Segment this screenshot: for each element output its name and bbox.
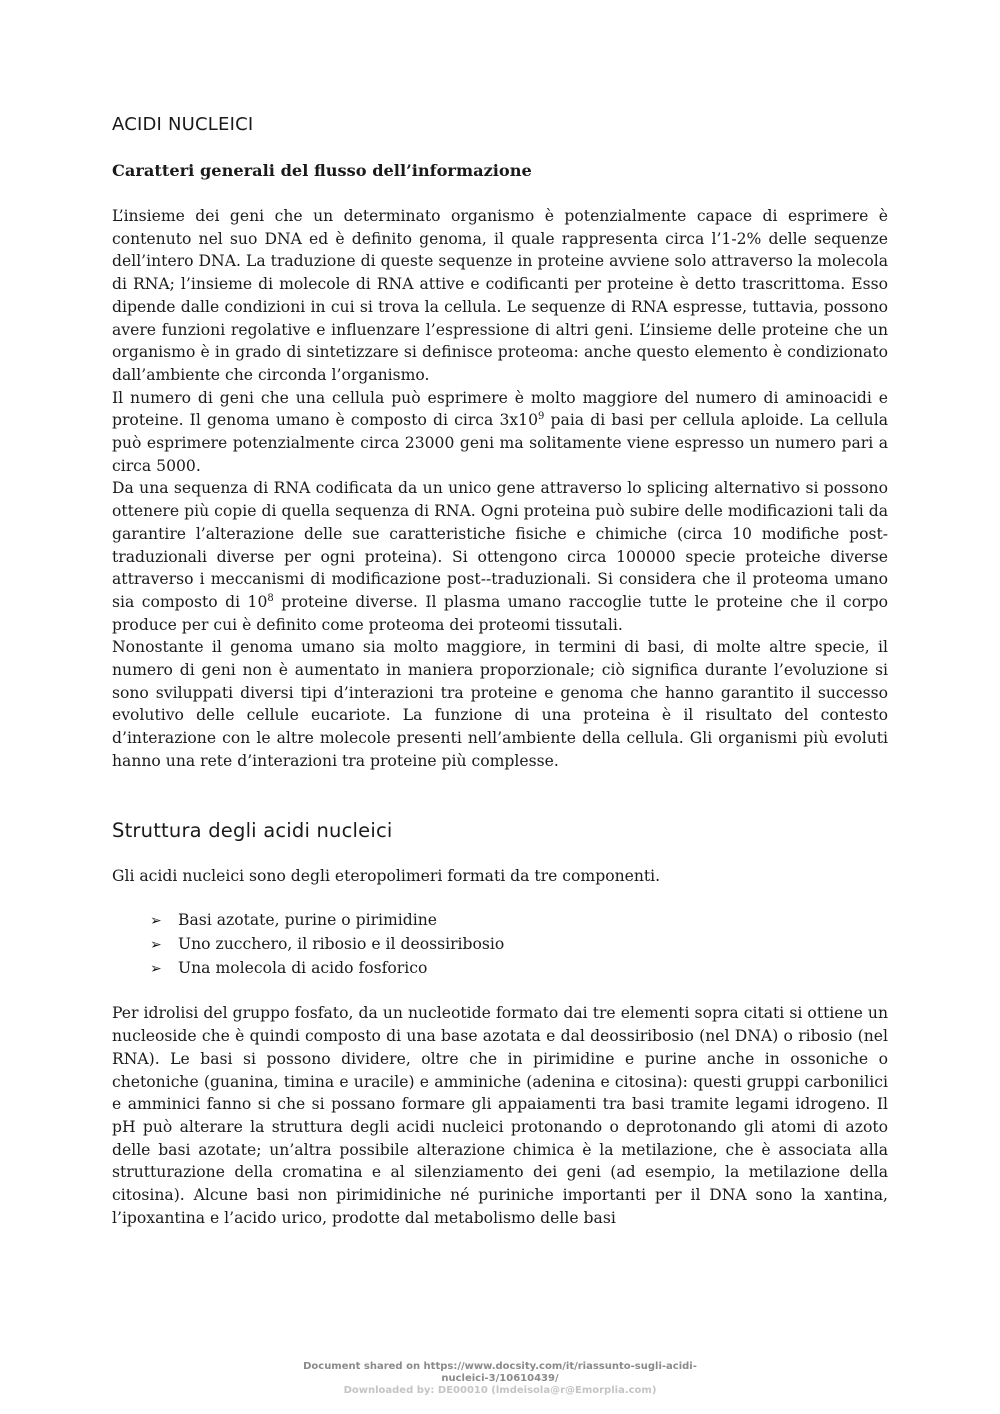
list-item: ➢ Una molecola di acido fosforico — [150, 957, 888, 981]
arrowhead-bullet-icon: ➢ — [150, 936, 162, 953]
section-heading-structure: Struttura degli acidi nucleici — [112, 818, 393, 842]
paragraph-evolution: Nonostante il genoma umano sia molto maggiore, in termini di basi, di molte altre specie, il numero di geni non è aumentato in maniera proporzionale; ciò significa durante l’evoluzione si sono sviluppati diversi tipi d’interazioni tra proteine e genoma che hanno garantito il successo evolutivo delle cellule eucariote. La funzione di una proteina è il risultato del contesto d’interazione con le altre molecole presenti nell’ambiente della cellula. Gli organismi più evoluti hanno una rete d’interazioni tra proteine più complesse. — [112, 638, 888, 770]
exponent: 8 — [267, 592, 274, 604]
paragraph-gene-count: Il numero di geni che una cellula può esprimere è molto maggiore del numero di aminoacidi e proteine. Il genoma umano è composto di circa $3x10^9$ paia di basi per cellula aploide. La cellula può esprimere potenzialmente circa 23000 geni ma solitamente viene espresso un numero pari a circa 5000. — [112, 388, 888, 475]
section-subheading: Caratteri generali del flusso dell’informazione — [112, 161, 532, 180]
docsity-footer — [0, 1361, 1000, 1397]
document-page — [112, 112, 888, 1229]
footer-share-line: Document shared on https://www.docsity.com/it/riassunto-sugli-acidi- — [303, 1361, 697, 1372]
paragraph-genome: L’insieme dei geni che un determinato organismo è potenzialmente capace di esprimere è contenuto nel suo DNA ed è definito genoma, il quale rappresenta circa l’1-2% delle sequenze dell’intero DNA. La traduzione di queste sequenze in proteine avviene solo attraverso la molecola di RNA; l’insieme di molecole di RNA attive e codificanti per proteine è detto trascrittoma. Esso dipende dalle condizioni in cui si trova la cellula. Le sequenze di RNA espresse, tuttavia, possono avere funzioni regolative e influenzare l’espressione di altri geni. L’insieme delle proteine che un organismo è in grado di sintetizzare si definisce proteoma: anche questo elemento è condizionato dall’ambiente che circonda l’organismo. — [112, 207, 888, 384]
document-title: ACIDI NUCLEICI — [112, 114, 254, 135]
list-item: ➢ Uno zucchero, il ribosio e il deossiribosio — [150, 933, 888, 957]
intro-text-block — [112, 205, 888, 773]
list-item: ➢ Basi azotate, purine o pirimidine — [150, 909, 888, 933]
footer-download-line: Downloaded by: DE00010 (lmdeisola@r@Emorplia.com) — [343, 1385, 657, 1396]
arrowhead-bullet-icon: ➢ — [150, 913, 162, 930]
footer-link-line: nucleici-3/10610439/ — [441, 1373, 559, 1384]
components-list — [112, 909, 888, 980]
paragraph-structure-intro: Gli acidi nucleici sono degli eteropolimeri formati da tre componenti. — [112, 866, 661, 885]
paragraph-splicing: Da una sequenza di RNA codificata da un unico gene attraverso lo splicing alternativo si possono ottenere più copie di quella sequenza di RNA. Ogni proteina può subire delle modificazioni tali da garantire l’alterazione delle sue caratteristiche fisiche e chimiche (circa 10 modifiche post-traduzionali diverse per ogni proteina). Si ottengono circa 100000 specie proteiche diverse attraverso i meccanismi di modificazione post--traduzionali. Si considera che il proteoma umano sia composto di $10^8$ proteine diverse. Il plasma umano raccoglie tutte le proteine che il corpo produce per cui è definito come proteoma dei proteomi tissutali. — [112, 479, 888, 634]
arrowhead-bullet-icon: ➢ — [150, 960, 162, 977]
paragraph-nucleosides: Per idrolisi del gruppo fosfato, da un nucleotide formato dai tre elementi sopra citati si ottiene un nucleoside che è quindi composto di una base azotata e dal deossiribosio (nel DNA) o ribosio (nel RNA). Le basi si possono dividere, oltre che in pirimidine e purine anche in ossoniche o chetoniche (guanina, timina e uracile) e amminiche (adenina e citosina): questi gruppi carbonilici e amminici fanno si che si possano formare gli appaiamenti tra basi tramite legami idrogeno. Il pH può alterare la struttura degli acidi nucleici protonando o deprotonando gli atomi di azoto delle basi azotate; un’altra possibile alterazione chimica è la metilazione, che è associata alla strutturazione della cromatina e al silenziamento dei geni (ad esempio, la metilazione della citosina). Alcune basi non pirimidiniche né puriniche importanti per il DNA sono la xantina, l’ipoxantina e l’acido urico, prodotte dal metabolismo delle basi — [112, 1004, 888, 1227]
exponent: 9 — [538, 411, 545, 423]
